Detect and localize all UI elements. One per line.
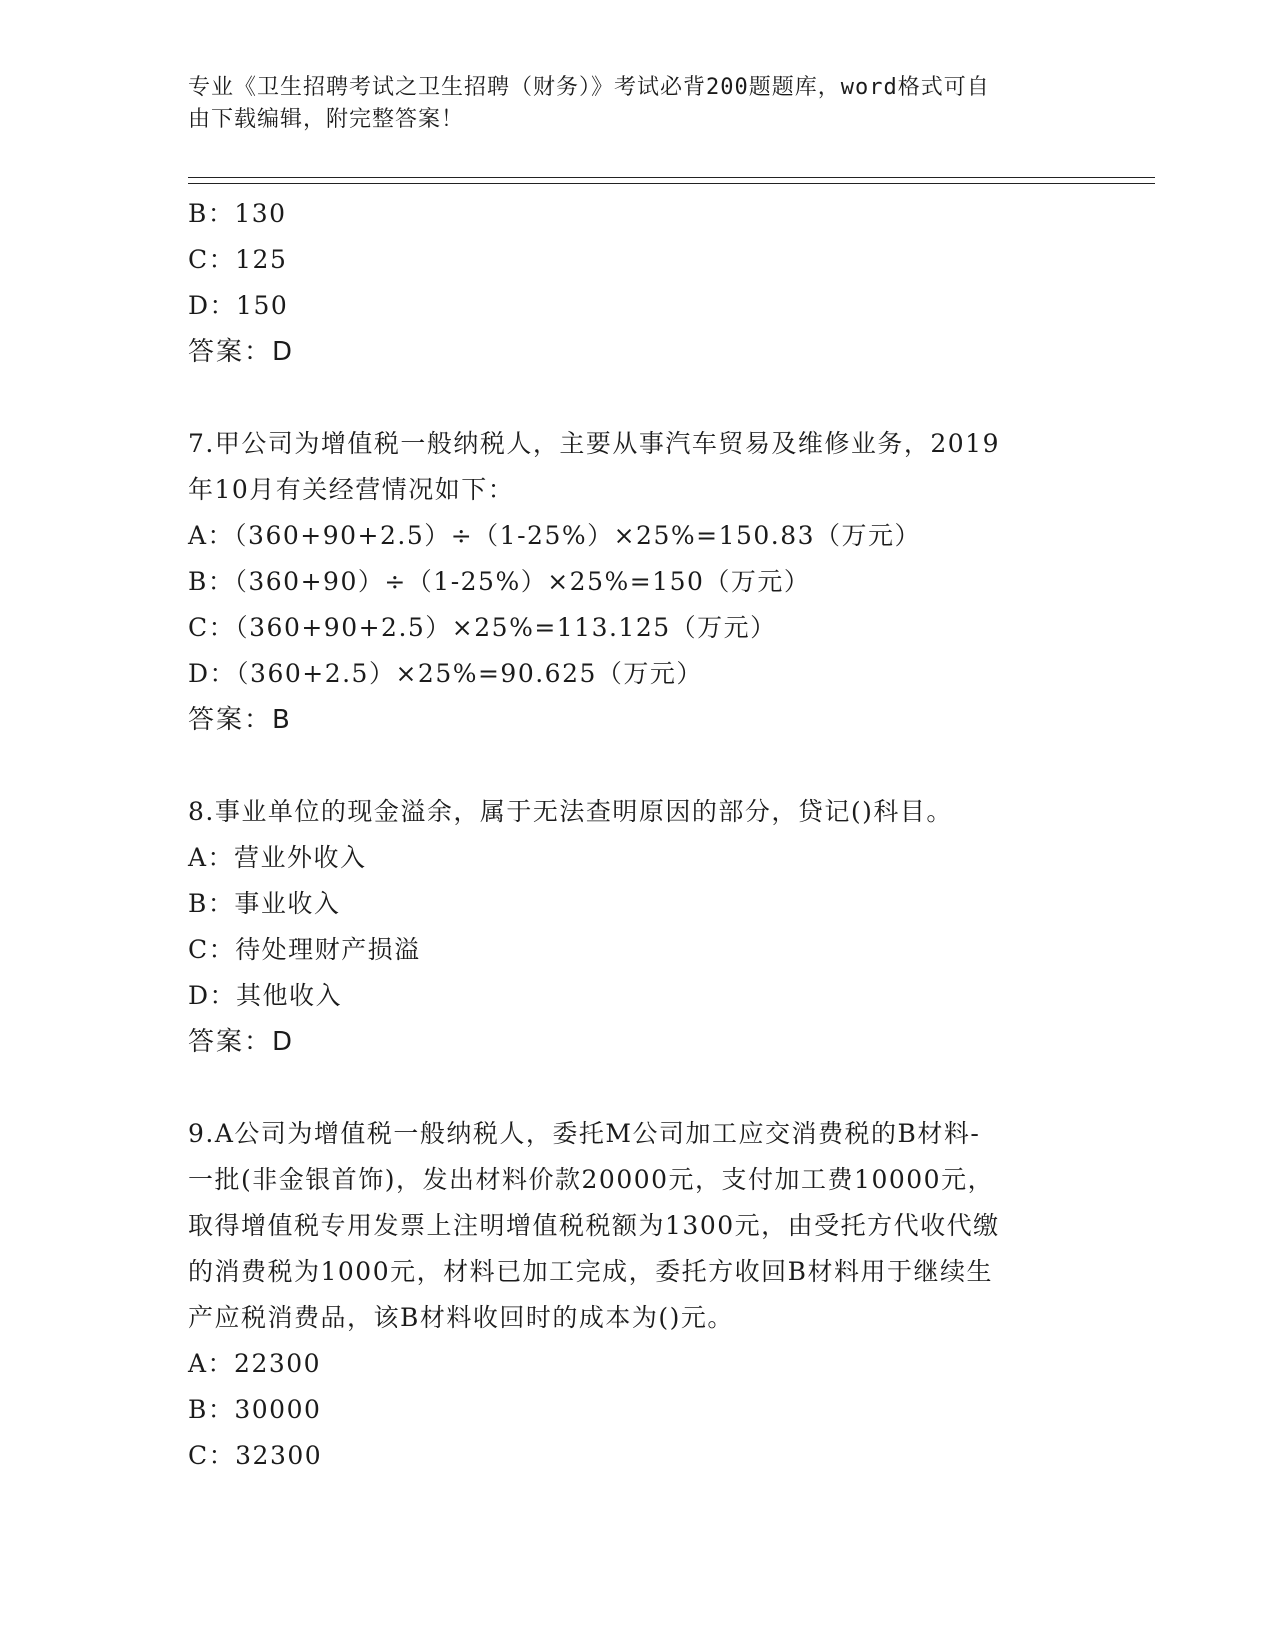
q9-option-a: A：22300 <box>188 1349 322 1378</box>
q8-answer: 答案：D <box>188 1027 295 1057</box>
document-header <box>188 72 1068 136</box>
q8-option-b: B：事业收入 <box>188 889 341 918</box>
q7-option-a: A：（360+90+2.5）÷（1-25%）×25%=150.83（万元） <box>188 521 922 550</box>
question-7 <box>188 421 1088 743</box>
q9-option-b: B：30000 <box>188 1395 322 1424</box>
q7-option-b: B：（360+90）÷（1-25%）×25%=150（万元） <box>188 567 811 596</box>
q6-option-c: C：125 <box>188 245 288 274</box>
q8-stem: 8.事业单位的现金溢余，属于无法查明原因的部分，贷记()科目。 <box>188 797 953 826</box>
question-6-tail <box>188 191 1088 375</box>
header-divider-bottom <box>188 183 1155 184</box>
q9-stem-line-3: 取得增值税专用发票上注明增值税税额为1300元，由受托方代收代缴 <box>188 1211 1000 1240</box>
q7-stem-line-1: 7.甲公司为增值税一般纳税人，主要从事汽车贸易及维修业务，2019 <box>188 429 1000 458</box>
spacer <box>188 743 1088 789</box>
question-8 <box>188 789 1088 1065</box>
q9-stem-line-2: 一批(非金银首饰)，发出材料价款20000元，支付加工费10000元， <box>188 1165 995 1194</box>
q7-answer: 答案：B <box>188 705 292 735</box>
q8-option-a: A：营业外收入 <box>188 843 367 872</box>
q9-option-c: C：32300 <box>188 1441 323 1470</box>
q9-stem-line-5: 产应税消费品，该B材料收回时的成本为()元。 <box>188 1303 734 1332</box>
spacer <box>188 1065 1088 1111</box>
spacer <box>188 375 1088 421</box>
header-title-line-1: 专业《卫生招聘考试之卫生招聘（财务）》考试必背200题题库，word格式可自 <box>188 75 990 100</box>
q8-option-d: D：其他收入 <box>188 981 343 1010</box>
q9-stem-line-4: 的消费税为1000元，材料已加工完成，委托方收回B材料用于继续生 <box>188 1257 993 1286</box>
header-title-line-2: 由下载编辑，附完整答案！ <box>188 107 465 132</box>
q6-option-d: D：150 <box>188 291 289 320</box>
q9-stem-line-1: 9.A公司为增值税一般纳税人，委托M公司加工应交消费税的B材料- <box>188 1119 981 1148</box>
question-content <box>188 191 1088 1479</box>
q6-option-b: B：130 <box>188 199 287 228</box>
q6-answer: 答案：D <box>188 337 295 367</box>
q7-option-d: D：（360+2.5）×25%=90.625（万元） <box>188 659 703 688</box>
q8-option-c: C：待处理财产损溢 <box>188 935 421 964</box>
question-9 <box>188 1111 1088 1479</box>
q7-option-c: C：（360+90+2.5）×25%=113.125（万元） <box>188 613 777 642</box>
header-divider-top <box>188 177 1155 178</box>
q7-stem-line-2: 年10月有关经营情况如下： <box>188 475 515 504</box>
